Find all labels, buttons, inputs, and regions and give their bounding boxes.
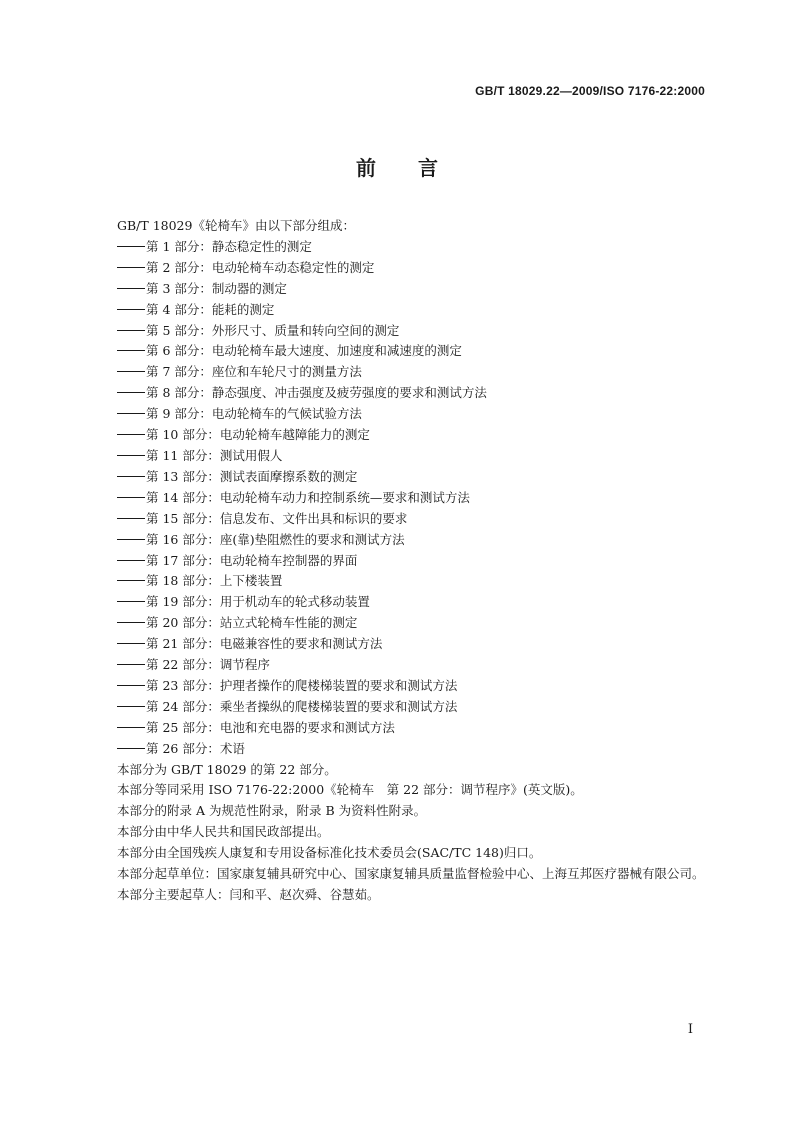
em-dash-mark [117,350,145,351]
list-item [89,634,707,655]
standard-number-header: GB/T 18029.22—2009/ISO 7176-22:2000 [475,84,705,98]
em-dash-mark [117,539,145,540]
document-body [89,216,707,906]
part-title: 第 14 部分：电动轮椅车动力和控制系统—要求和测试方法 [146,489,470,505]
em-dash-mark [117,497,145,498]
list-item [89,467,707,488]
list-item [89,279,707,300]
part-title: 第 19 部分：用于机动车的轮式移动装置 [146,594,370,610]
em-dash-mark [117,518,145,519]
em-dash-mark [117,413,145,414]
em-dash-mark [117,580,145,581]
list-item [89,341,707,362]
em-dash-mark [117,455,145,456]
list-item [89,362,707,383]
part-title: 第 1 部分：静态稳定性的测定 [146,238,312,254]
list-item [89,613,707,634]
page-number: I [687,1022,693,1037]
list-item [89,425,707,446]
list-item [89,383,707,404]
em-dash-mark [117,643,145,644]
em-dash-mark [117,330,145,331]
part-title: 第 18 部分：上下楼装置 [146,573,283,589]
part-title: 第 22 部分：调节程序 [146,657,270,673]
part-title: 第 20 部分：站立式轮椅车性能的测定 [146,615,358,631]
list-item [89,258,707,279]
em-dash-mark [117,288,145,289]
part-title: 第 9 部分：电动轮椅车的气候试验方法 [146,406,362,422]
part-title: 第 7 部分：座位和车轮尺寸的测量方法 [146,364,362,380]
em-dash-mark [117,560,145,561]
part-title: 第 11 部分：测试用假人 [146,447,283,463]
part-title: 第 4 部分：能耗的测定 [146,301,275,317]
paragraphs-section [89,760,707,906]
part-title: 第 8 部分：静态强度、冲击强度及疲劳强度的要求和测试方法 [146,385,487,401]
list-item [89,404,707,425]
body-paragraph: 本部分的附录 A 为规范性附录，附录 B 为资料性附录。 [117,803,427,819]
em-dash-mark [117,727,145,728]
em-dash-mark [117,246,145,247]
list-item [89,718,707,739]
parts-list [89,237,707,760]
intro-paragraph: GB/T 18029《轮椅车》由以下部分组成： [117,218,355,233]
part-title: 第 10 部分：电动轮椅车越障能力的测定 [146,427,370,443]
list-item [89,655,707,676]
em-dash-mark [117,664,145,665]
part-title: 第 16 部分：座(靠)垫阻燃性的要求和测试方法 [146,531,405,547]
em-dash-mark [117,601,145,602]
list-item [89,509,707,530]
list-item [89,530,707,551]
part-title: 第 25 部分：电池和充电器的要求和测试方法 [146,719,395,735]
list-item [89,321,707,342]
list-item [89,446,707,467]
em-dash-mark [117,309,145,310]
list-item [89,300,707,321]
part-title: 第 3 部分：制动器的测定 [146,280,287,296]
list-item [89,551,707,572]
em-dash-mark [117,685,145,686]
body-paragraph: 本部分等同采用 ISO 7176-22:2000《轮椅车 第 22 部分：调节程序》(英文版)。 [117,782,583,798]
body-paragraph: 本部分主要起草人：闫和平、赵次舜、谷慧茹。 [117,887,380,902]
part-title: 第 23 部分：护理者操作的爬楼梯装置的要求和测试方法 [146,677,458,693]
body-paragraph: 本部分由全国残疾人康复和专用设备标准化技术委员会(SAC/TC 148)归口。 [117,845,542,861]
body-paragraph: 本部分为 GB/T 18029 的第 22 部分。 [117,761,337,777]
em-dash-mark [117,371,145,372]
list-item [89,571,707,592]
page-title: 前言 [356,156,480,180]
em-dash-mark [117,476,145,477]
part-title: 第 21 部分：电磁兼容性的要求和测试方法 [146,636,383,652]
part-title: 第 15 部分：信息发布、文件出具和标识的要求 [146,510,408,526]
part-title: 第 5 部分：外形尺寸、质量和转向空间的测定 [146,322,400,338]
body-paragraph: 本部分由中华人民共和国民政部提出。 [117,824,330,840]
list-item [89,697,707,718]
part-title: 第 26 部分：术语 [146,740,245,756]
list-item [89,676,707,697]
body-paragraph: 本部分起草单位：国家康复辅具研究中心、国家康复辅具质量监督检验中心、上海互邦医疗器械有限公司。 [117,866,705,882]
part-title: 第 2 部分：电动轮椅车动态稳定性的测定 [146,259,375,275]
part-title: 第 13 部分：测试表面摩擦系数的测定 [146,468,358,484]
em-dash-mark [117,392,145,393]
part-title: 第 6 部分：电动轮椅车最大速度、加速度和减速度的测定 [146,343,462,359]
em-dash-mark [117,434,145,435]
em-dash-mark [117,622,145,623]
part-title: 第 17 部分：电动轮椅车控制器的界面 [146,552,358,568]
em-dash-mark [117,267,145,268]
list-item [89,488,707,509]
list-item [89,739,707,760]
em-dash-mark [117,706,145,707]
list-item [89,237,707,258]
list-item [89,592,707,613]
part-title: 第 24 部分：乘坐者操纵的爬楼梯装置的要求和测试方法 [146,698,458,714]
em-dash-mark [117,748,145,749]
